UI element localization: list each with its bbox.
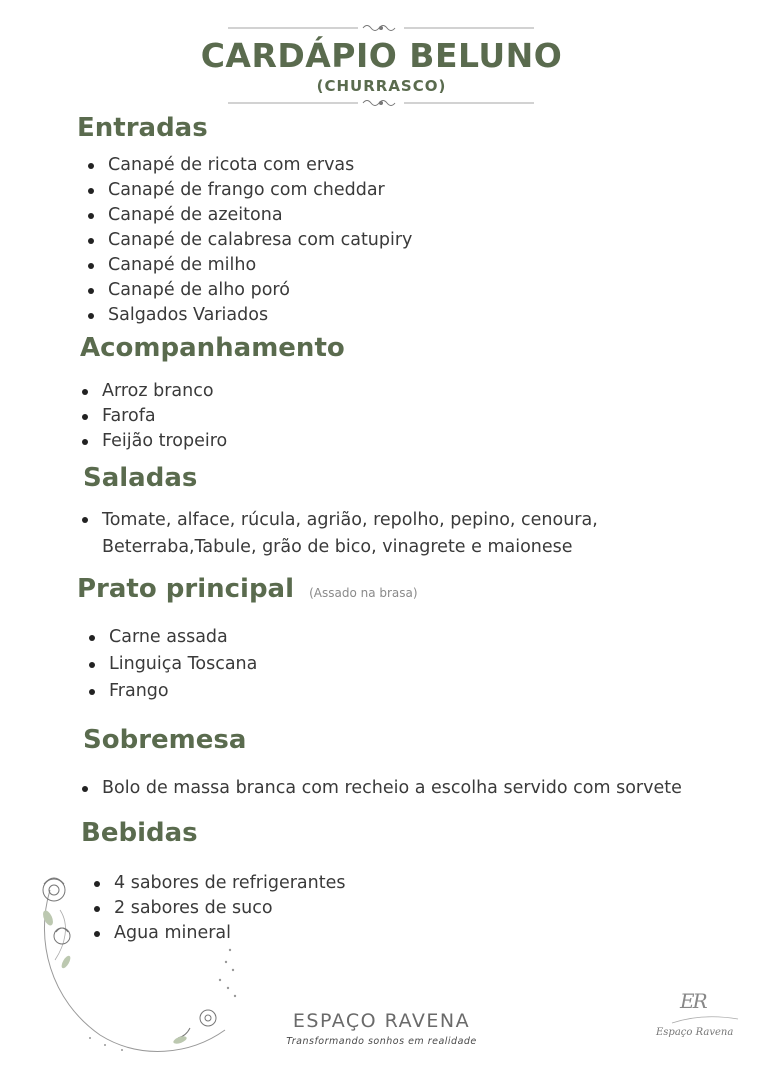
list-item: Tomate, alface, rúcula, agrião, repolho, pepino, cenoura, Beterraba,Tabule, grão de bico, vinagrete e maionese	[80, 507, 702, 561]
prato-principal-note: (Assado na brasa)	[309, 586, 418, 600]
monogram-logo	[650, 985, 750, 1055]
ornamental-flourish-icon	[228, 23, 534, 33]
list-item: Canapé de milho	[86, 253, 412, 278]
section-heading-entradas: Entradas	[77, 113, 208, 143]
brand-tagline: Transformando sonhos em realidade	[286, 1036, 477, 1047]
saladas-list	[80, 507, 702, 561]
monogram-flourish-icon	[670, 1015, 740, 1027]
entradas-list	[86, 153, 412, 328]
list-item: 2 sabores de suco	[92, 896, 345, 921]
list-item: Canapé de ricota com ervas	[86, 153, 412, 178]
sobremesa-list	[80, 775, 682, 802]
list-item: Agua mineral	[92, 921, 345, 946]
list-item: Farofa	[80, 404, 227, 429]
section-heading-saladas: Saladas	[83, 463, 198, 493]
page-subtitle: (CHURRASCO)	[316, 77, 447, 95]
section-heading-prato-principal	[77, 574, 418, 604]
monogram-name: Espaço Ravena	[656, 1027, 734, 1038]
list-item: Canapé de azeitona	[86, 203, 412, 228]
list-item: 4 sabores de refrigerantes	[92, 871, 345, 896]
list-item: Feijão tropeiro	[80, 429, 227, 454]
list-item: Carne assada	[87, 624, 257, 651]
monogram-letters: ER	[680, 989, 706, 1013]
section-heading-sobremesa: Sobremesa	[83, 725, 247, 755]
list-item: Canapé de calabresa com catupiry	[86, 228, 412, 253]
ornamental-flourish-icon	[228, 98, 534, 108]
page-title: CARDÁPIO BELUNO	[200, 36, 563, 75]
section-heading-bebidas: Bebidas	[81, 818, 198, 848]
prato-principal-list	[87, 624, 257, 705]
list-item: Salgados Variados	[86, 303, 412, 328]
list-item: Canapé de alho poró	[86, 278, 412, 303]
acompanhamento-list	[80, 379, 227, 454]
list-item: Bolo de massa branca com recheio a escolha servido com sorvete	[80, 775, 682, 802]
section-heading-acompanhamento: Acompanhamento	[80, 333, 345, 363]
list-item: Frango	[87, 678, 257, 705]
list-item: Linguiça Toscana	[87, 651, 257, 678]
list-item: Canapé de frango com cheddar	[86, 178, 412, 203]
brand-name: ESPAÇO RAVENA	[292, 1010, 471, 1032]
prato-principal-heading-text: Prato principal	[77, 574, 295, 604]
list-item: Arroz branco	[80, 379, 227, 404]
